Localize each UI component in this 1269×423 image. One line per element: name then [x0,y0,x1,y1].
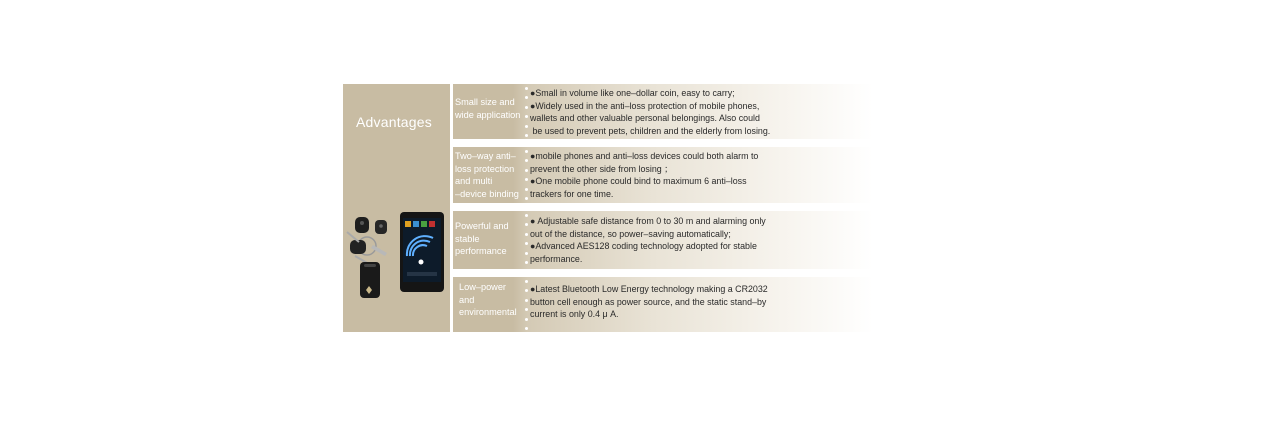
advantages-panel [343,84,888,332]
advantage-row-performance [453,211,888,269]
advantage-row-two-way [453,147,888,203]
smartphone-icon [400,212,444,292]
product-image [345,212,445,304]
row-label: Powerful and stable performance [455,221,509,256]
row-text: ●Latest Bluetooth Low Energy technology making a CR2032 button cell enough as power source, and the static stand–by current is only 0.4 μ A. [530,284,768,320]
row-label: Small size and wide application [455,97,521,120]
row-text: ● Adjustable safe distance from 0 to 30 m and alarming only out of the distance, so power–saving automatically; ●Advanced AES128 coding technology adopted for stable performance. [530,216,766,264]
dot-divider [524,214,528,264]
dot-divider [524,280,528,330]
advantage-row-size [453,84,888,139]
row-label: Two–way anti– loss protection and multi –device binding [455,151,519,199]
advantages-title: Advantages [356,114,432,130]
advantage-row-low-power [453,277,888,332]
advantages-sidebar [343,84,450,332]
row-text: ●mobile phones and anti–loss devices could both alarm to prevent the other side from losing ； ●One mobile phone could bind to maximum 6 anti–loss trackers for one time. [530,151,759,199]
row-text: ●Small in volume like one–dollar coin, easy to carry; ●Widely used in the anti–loss protection of mobile phones, wallets and other valuable personal belongings. Also could be used to prevent pets, children and the elderly from losing. [530,88,771,136]
dot-divider [524,150,528,200]
key-fob-icon [347,217,387,298]
dot-divider [524,87,528,137]
row-label: Low–power and environmental [459,282,517,317]
